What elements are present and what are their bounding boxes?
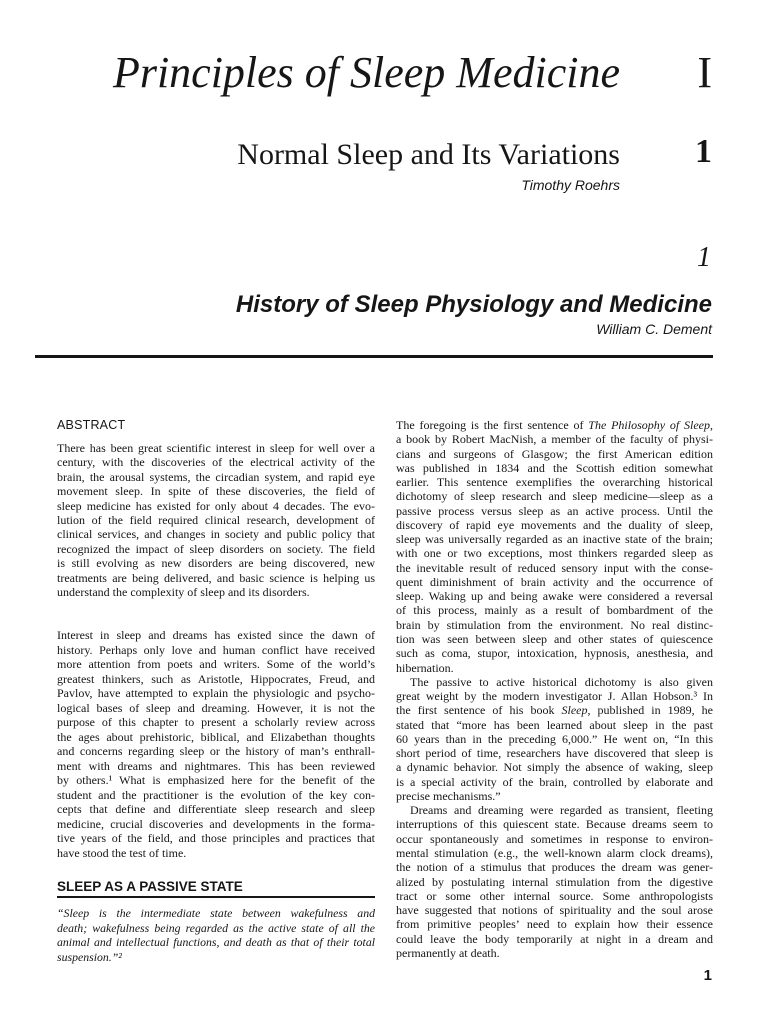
text-line: alized by postulating internal stimulation from the digestive (396, 874, 713, 889)
text-line: The passive to active historical dichotomy is also given (410, 674, 713, 689)
text-line: “Sleep is the intermediate state between wakefulness and (57, 906, 375, 920)
line-segment: , (710, 418, 713, 432)
text-line: sleep. Waking up and being awake were considered a reversal (396, 589, 713, 604)
text-line: Interest in sleep and dreams has existed since the dawn of (57, 628, 375, 642)
text-line: was published in 1834 and the Scottish edition somewhat (396, 460, 713, 475)
text-line: sleep medicine has existed for only about 4 decades. The evo- (57, 498, 375, 513)
chapter-number: 1 (697, 242, 711, 273)
text-line: recognized the impact of sleep disorders on society. The field (57, 541, 375, 556)
text-line: hibernation. (396, 660, 454, 675)
chapter-title: History of Sleep Physiology and Medicine (235, 291, 712, 318)
paragraph (57, 441, 375, 599)
text-line: cepts that define and differentiate sleep research and sleep (57, 802, 375, 816)
text-line: a dynamic behavior. Not simply the absence of waking, sleep (396, 760, 713, 775)
page-number: 1 (703, 967, 712, 984)
text-line: tion was seen between sleep and other states of quiescence (396, 631, 713, 646)
text-line: suspension.”² (57, 949, 122, 964)
text-line: of this process, mainly as a result of bombardment of the (396, 603, 713, 618)
text-line: brain, the arousal systems, the circadian system, and rapid eye (57, 469, 375, 484)
part-numeral: I (697, 48, 712, 97)
text-line: have suggested that notions of spirituality and the soul arose (396, 903, 713, 918)
text-line: occur spontaneously and sometimes in response to environ- (396, 831, 713, 846)
section-title: Normal Sleep and Its Variations (237, 138, 620, 171)
part-title: Principles of Sleep Medicine (112, 48, 620, 97)
text-line: mental stimulation (e.g., the well-known alarm clock dreams), (396, 845, 713, 860)
text-line: a book by Robert MacNish, a member of the faculty of physi- (396, 432, 713, 447)
section-body (396, 418, 713, 960)
text-line: greatest thinkers, such as Aristotle, Hippocrates, Freud, and (57, 671, 375, 686)
text-line: logical bases of sleep and dreaming. However, it is not the (57, 700, 375, 715)
italic-title-text: The Philosophy of Sleep (588, 418, 710, 432)
text-line: dichotomy of sleep research and sleep medicine—sleep as a (396, 489, 713, 504)
line-segment: The foregoing is the first sentence of (396, 418, 589, 432)
text-line: precise mechanisms.” (396, 788, 501, 803)
text-line: short period of time, researchers have discovered that sleep is (396, 746, 713, 761)
paragraph (396, 675, 713, 803)
text-line: interruptions of this quiescent state. Because dreams seem to (396, 817, 713, 832)
epigraph-quote (57, 906, 375, 964)
text-line: lution of the field required clinical research, development of (57, 513, 375, 528)
section-editor: Timothy Roehrs (521, 177, 620, 193)
text-line: ment with dreams and nightmares. This has been reviewed (57, 758, 375, 773)
line-segment: the first sentence of his book (396, 703, 562, 718)
text-line: have stood the test of time. (57, 845, 187, 860)
abstract-body (57, 441, 375, 599)
text-line: discovery of rapid eye movements and the duality of sleep, (396, 517, 713, 532)
text-line: Dreams and dreaming were regarded as transient, fleeting (410, 803, 713, 818)
text-line: Pavlov, have attempted to explain the physiologic and psycho- (57, 686, 375, 700)
text-line: movement sleep. In spite of these discoveries, the field of (57, 484, 375, 499)
chapter-author: William C. Dement (596, 321, 712, 337)
paragraph (57, 906, 375, 964)
text-line: earlier. This sentence exemplifies the overarching historical (396, 475, 713, 490)
text-line: century, with the discoveries of the electrical activity of the (57, 455, 375, 470)
text-line: cians and surgeons of Glasgow; the first American edition (396, 446, 713, 461)
header-rule (35, 355, 713, 358)
text-line: history. Perhaps only love and human conflict have received (57, 642, 375, 657)
abstract-heading: ABSTRACT (57, 418, 126, 432)
text-line: more attention from poets and writers. Some of the world’s (57, 657, 375, 671)
text-line: is a special activity of the brain, controlled by elaborate and (396, 774, 713, 789)
text-line: the inevitable result of reduced sensory input with the conse- (396, 560, 713, 575)
text-line: understand the complexity of sleep and its disorders. (57, 585, 310, 600)
text-line: death; wakefulness being regarded as the active state of all the (57, 920, 375, 935)
text-line: passive process versus sleep as an active process. Until the (396, 503, 713, 518)
text-line: tract or some other internal source. Some anthropologists (396, 888, 713, 903)
text-line: tive years of the field, and those principles and practices that (57, 831, 375, 845)
italic-title-text: Sleep (561, 703, 588, 718)
text-line: student and the practitioner is the evolution of the key con- (57, 787, 375, 802)
paragraph (57, 628, 375, 860)
intro-body (57, 628, 375, 860)
text-line: 60 years than in the preceding 6,000.” He went on, “In this (396, 731, 713, 746)
text-line (396, 418, 713, 432)
text-line: could leave the body temporarily at night in a dream and (396, 931, 713, 946)
text-line: There has been great scientific interest in sleep for well over a (57, 441, 375, 455)
line-segment: , published in 1989, he (587, 703, 713, 718)
text-line: stated that “more has been learned about sleep in the past (396, 717, 713, 732)
text-line: the ages about prehistoric, biblical, and Elizabethan thoughts (57, 729, 375, 744)
text-line: animal and intellectual functions, and death as that of their total (57, 935, 375, 950)
section-heading-rule (57, 896, 375, 898)
text-line: such as coma, stupor, intoxication, hypnosis, anesthesia, and (396, 646, 713, 661)
paragraph (396, 803, 713, 960)
text-line: medicine, crucial discoveries and developments in the forma- (57, 816, 375, 831)
text-line (396, 703, 713, 717)
section-heading: SLEEP AS A PASSIVE STATE (57, 879, 243, 894)
text-line: purpose of this chapter to present a scholarly review across (57, 715, 375, 729)
text-line: sleep was universally regarded as an inactive state of the brain; (396, 532, 713, 547)
text-line: treatments are being delivered, and basic science is helping us (57, 570, 375, 585)
text-line: from primitive peoples’ need to explain how their essence (396, 917, 713, 932)
paragraph (396, 418, 713, 675)
text-line: permanently at death. (396, 945, 500, 960)
section-number: 1 (695, 133, 712, 170)
text-line: quent diminishment of brain activity and the occurrence of (396, 574, 713, 589)
text-line: brain by stimulation from the environment. No real distinc- (396, 617, 713, 632)
text-line: by others.¹ What is emphasized here for the benefit of the (57, 773, 375, 787)
text-line: the notion of a stimulus that produces the dream was gener- (396, 860, 713, 875)
text-line: and concerns regarding sleep or the history of man’s enthrall- (57, 744, 375, 758)
text-line: is still evolving as new disorders are being discovered, new (57, 556, 375, 571)
text-line: great weight by the modern investigator J. Allan Hobson.³ In (396, 689, 713, 704)
text-line: clinical services, and changes in society and public policy that (57, 527, 375, 542)
text-line: with one or two exceptions, most thinkers regarded sleep as (396, 546, 713, 561)
